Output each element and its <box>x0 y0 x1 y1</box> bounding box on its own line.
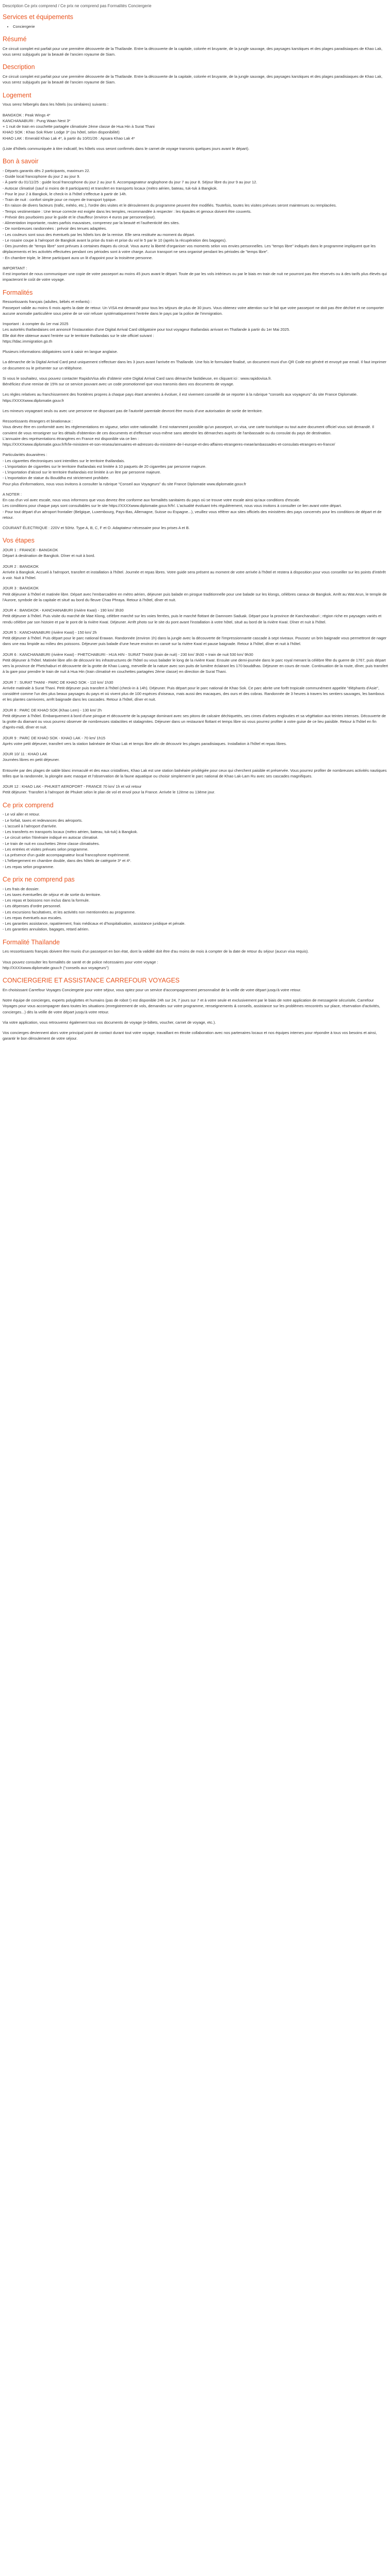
bonasavoir-line: - Les couleurs sont sous des éventuels par les hôtels lors de la remise. Elle sera restituée au moment du départ. <box>3 232 196 237</box>
necomprend-body <box>3 886 388 933</box>
bonasavoir-line: Il est important de nous communiquer une copie de votre passeport au moins 45 jours avant le départ. Toute de par les vols intérieurs ou par le biais en train de nuit ne pourront pas être réservés ou à des tarifs plus élevés qui impacteront le coût de votre voyage. <box>3 272 387 282</box>
logement-line: KHAO LAK : Emerald Khao Lak 4*, à partir du 10/01/26 : Apsara Khao Lak 4* <box>3 135 135 141</box>
breadcrumb: Description Ce prix comprend / Ce prix ne comprend pas Formalités Conciergerie <box>3 4 152 8</box>
spacer <box>3 371 388 376</box>
formalites-line: Les règles relatives au franchissement des frontières propres à chaque pays étant amenées à évoluer, il est vivement conseillé de se reporter à la rubrique "conseils aux voyageurs" du site France Diplomatie. <box>3 392 358 397</box>
formalites-line: Particularités douanières : <box>3 452 47 457</box>
logement-line: BANGKOK : Peak Wings 4* <box>3 112 51 117</box>
formalite-line: http://XXXXwww.diplomatie.gouv.fr ("conseils aux voyageurs") <box>3 965 109 970</box>
logement-line: KANCHANABURI : Pung Waan Nest 3* <box>3 118 71 123</box>
formalites-line: - L'importation de cigarettes sur le territoire thaïlandais est limitée à 10 paquets de 20 cigarettes par personne majeure. <box>3 464 206 469</box>
spacer <box>3 603 388 607</box>
resume-title: Résumé <box>3 36 27 43</box>
spacer <box>3 108 388 112</box>
logement-title: Logement <box>3 91 31 99</box>
spacer <box>3 703 388 707</box>
formalites-line: https://XXXXwww.diplomatie.gouv.fr/fr/le-ministere-et-son-reseau/annuaires-et-adresses-du-ministere-de-l-europe-et-des-affaires-etrangeres-meae/ambassades-et-consulats-etrangers-en-france/ <box>3 442 335 447</box>
logement-line: KHAO SOK : Khao Sok River Lodge 3* (ou hôtel, selon disponibilité) <box>3 130 120 135</box>
spacer <box>3 763 388 768</box>
description-title: Description <box>3 63 35 71</box>
comprend-line: - L'accueil à l'aéroport d'arrivée. <box>3 823 57 828</box>
spacer <box>3 559 388 564</box>
etapes-line: JOUR 9 : PARC DE KHAO SOK - KHAO LAK - 70 km/ 1h15 <box>3 735 106 740</box>
formalite-line: Vous pouvez consulter les formalités de santé et de police nécessaires pour votre voyage : <box>3 959 158 964</box>
etapes-line: JOUR 5 : KANCHANABURI (rivière Kwaï) - 150 km/ 2h <box>3 630 97 635</box>
etapes-line: Arrivée matinale à Surat Thani. Petit déjeuner puis transfert à l'hôtel (check-in à 14h). Déjeuner. Puis départ pour le parc national de Khao Sok. Ce parc abrite une forêt tropicale communément appelée "éléphants d'Asie", considéré comme l'un des plus beaux paysages du pays et où vivent plus de 100 espèces d'oiseaux, mais aussi des macaques, des ours et des cobras. Randonnée de 3 heures à travers les sentiers sauvages, les bambous et les plantes carnivores, arrêt baignade dans les cascades. Retour à l'hôtel, dîner et nuit. <box>3 685 384 702</box>
etapes-line: Petit déjeuner à l'hôtel. Puis départ pour le parc national Erawan. Randonnée (environ 1h) dans la jungle avec la découverte de l'impressionnante cascade à sept niveaux. Poussez un brin baignade vous permettront de nager dans une eau limpide au milieu des poissons. Déjeuner puis balade d'une heure environ en canoë sur la rivière Kwaï et pause baignade. Retour à l'hôtel, dîner et nuit à l'hôtel. <box>3 636 387 647</box>
formalites-line: Si vous le souhaitez, vous pouvez contacter RapidoVisa afin d'obtenir votre Digital Arrival Card sans démarche fastidieuse, en cliquant ici : www.rapidovisa.fr. <box>3 376 272 381</box>
spacer <box>3 354 388 359</box>
etapes-line: JOUR 2 : BANGKOK <box>3 564 39 569</box>
necomprend-line: - Les frais de dossier. <box>3 886 40 891</box>
formalites-title: Formalités <box>3 289 33 296</box>
formalite-body <box>3 948 388 971</box>
etapes-line: Entourée par des plages de sable blanc immaculé et des eaux cristallines, Khao Lak est une station balnéaire privilégiée pour ceux qui cherchent paisible et préservée. Vous pourrez profiter de nombreuses activités nautiques telles que la randonnée, la plongée avec masque et l'observation de la faune aquatique ou choisir simplement le parc national de Khao Lak-Lam Ru avec ses cascades magnifiques. <box>3 768 387 778</box>
spacer <box>3 403 388 408</box>
comprend-title: Ce prix comprend <box>3 801 54 809</box>
formalites-line: - Pour tout départ d'un aéroport frontalier (Belgique, Luxembourg, Pays-Bas, Allemagne, Suisse ou Espagne...), veuillez vous référer aux sites officiels des ministères des pays concernés pour les conditions de départ et de retour. <box>3 509 382 520</box>
conciergerie-line: En choisissant Carrefour Voyages Conciergerie pour votre séjour, vous optez pour un service d'accompagnement personnalisé de la veille de votre départ jusqu'à votre retour. <box>3 987 302 992</box>
spacer <box>3 316 388 321</box>
spacer <box>3 955 388 959</box>
logement-body <box>3 101 388 151</box>
etapes-line: Petit déjeuner à l'hôtel et matinée libre. Départ avec l'embarcadère en métro aérien, déjeuner puis balade en pirogue traditionnelle pour une balade sur les klongs, célèbres canaux de Bangkok. Arrêt au Wat Arun, le temple de l'Aurore, symbole de la capitale et situé au bord du fleuve Chao Phraya. Retour à l'hôtel, dîner et nuit. <box>3 591 387 602</box>
formalites-line: A NOTER : <box>3 492 22 497</box>
formalites-line: L'annuaire des représentations étrangères en France est disponible via ce lien : <box>3 436 139 441</box>
services-list <box>3 24 388 29</box>
bonasavoir-line: - En chambre triple, le 3ème participant aura un lit d'appoint pour la troisième personne. <box>3 255 153 260</box>
spacer <box>3 487 388 492</box>
comprend-line: - L'hébergement en chambre double, dans des hôtels de catégorie 3* et 4*. <box>3 858 132 863</box>
spacer <box>3 414 388 418</box>
bonasavoir-line: - En raison de divers facteurs (trafic, météo, etc.), l'ordre des visites et le déroulement du programme peuvent être modifiés. Toutefois, toutes les visites prévues seront maintenues ou remplacées. <box>3 203 337 208</box>
spacer <box>3 1015 388 1020</box>
formalites-line: - Les cigarettes électroniques sont interdites sur le territoire thaïlandais. <box>3 458 125 463</box>
necomprend-line: - Les garanties annulation, bagages, retard aérien. <box>3 927 90 932</box>
spacer <box>3 520 388 525</box>
page <box>0 0 391 1052</box>
formalites-line: La démarche de la Digital Arrival Card peut uniquement s'effectuer dans les 3 jours avant l'arrivée en Thaïlande. Une fois le formulaire finalisé, un document muni d'un QR Code est généré et envoyé par email. Il faut imprimer ce document ou le présenter sur un téléphone. <box>3 360 386 370</box>
bonasavoir-line: - Temps vestimentaire : Une tenue correcte est exigée dans les temples, recommandée à respecter : les épaules et genoux doivent être couverts. <box>3 209 252 214</box>
necomprend-line: - Les dépenses d'ordre personnel. <box>3 904 61 909</box>
formalites-line: En cas d'un vol avec escale, nous vous informons que vous devrez être conforme aux formalités sanitaires du pays où se trouve votre escale ainsi qu'aux conditions d'escale. <box>3 498 301 502</box>
conciergerie-body <box>3 987 388 1042</box>
spacer <box>3 141 388 146</box>
comprend-line: - Les transferts en transports locaux (métro aérien, bateau, tuk-tuk) à Bangkok. <box>3 829 138 834</box>
etapes-line: Petit déjeuner à l'hôtel. Embarquement à bord d'une pirogue et découverte de la paysage dominant avec ses pitons de calcaire déchiquetés, ses cimes d'arbres englouties et sa végétation aux teintes intenses. Découverte de la grotte du diamant ou vous pourrez observer de nombreuses stalactites et stalagmites. Déjeuner dans un restaurant flottant et temps libre où vous pourrez profiter à votre guise de ce lieu paisible. Retour à l'hôtel en fin d'après-midi, dîner et nuit. <box>3 713 386 730</box>
spacer <box>3 625 388 630</box>
spacer <box>3 447 388 452</box>
comprend-line: - Le circuit selon l'itinéraire indiqué en autocar climatisé. <box>3 835 99 840</box>
comprend-body <box>3 811 388 870</box>
formalites-line: Les conditions pour chaque pays sont consultables sur le site https://XXXXwww.diplomatie.gouv.fr/fr/. L'actualité évoluant très régulièrement, nous vous invitons à consulter ce lien avant votre départ. <box>3 503 342 509</box>
bonasavoir-line: - Départs garantis dès 2 participants, maximum 22. <box>3 168 90 173</box>
comprend-line: - Les entrées et visites prévues selon programme. <box>3 846 89 852</box>
spacer <box>3 993 388 997</box>
formalite-title: Formalité Thaïlande <box>3 938 60 946</box>
formalites-line: Ressortissants français (adultes, bébés et enfants) : <box>3 299 92 304</box>
spacer <box>3 1025 388 1030</box>
spacer <box>3 731 388 735</box>
conciergerie-line: Notre équipe de concierges, experts polyglottes et humains (pas de robot !) est disponible 24h sur 24, 7 jours sur 7 et à votre seule et exclusivement par le biais de notre application de messagerie sécurisée, Carrefour Voyages pour vous accompagner dans toutes les situations (enregistrement de vols, demandes sur votre programme, renseignements & conseils, assistance sur les problèmes rencontrés sur place, réservation d'activités, concierges...) dès la veille de votre départ jusqu'à votre retour. <box>3 998 380 1014</box>
formalites-line: Vous devez être en conformité avec les réglementations en vigueur, selon votre nationalité. Il est notamment possible qu'un passeport, un visa, une carte touristique ou tout autre document officiel vous soit demandé. Il convient de vous renseigner sur les détails d'obtention de ces documents et d'effectuer vous-même sans attendre les démarches auprès de l'ambassade ou du consulat du pays de destination. <box>3 425 374 435</box>
etapes-line: Arrivée à Bangkok. Accueil à l'aéroport, transfert et installation à l'hôtel. Journée et repas libres. Votre guide sera présent au moment de votre arrivée à l'hôtel et restera à disposition pour vous conseiller sur les points d'intérêt à voir. Nuit à l'hôtel. <box>3 569 386 580</box>
etapes-line: Journées libres en petit déjeuner. <box>3 757 60 762</box>
comprend-line: - Le forfait, taxes et redevances des aéroports. <box>3 818 83 823</box>
bonasavoir-line: - À partir du 01/11/25 : guide local francophone du jour 2 au jour 6. Accompagnateur anglophone du jour 7 au jour 8. Séjour libre du jour 9 au jour 12. <box>3 180 257 185</box>
spacer <box>3 344 388 349</box>
comprend-line: - Le train de nuit en couchettes 2ème classe climatisées. <box>3 841 100 846</box>
etapes-title: Vos étapes <box>3 537 35 545</box>
logement-line: Vous serez hébergés dans les hôtels (ou similaires) suivants : <box>3 102 109 107</box>
comprend-line: - Les repas selon programme. <box>3 864 55 869</box>
spacer <box>3 647 388 652</box>
spacer <box>3 747 388 751</box>
etapes-line: JOUR 8 : PARC DE KHAO SOK (Khao Lem) - 130 km/ 2h <box>3 707 102 713</box>
bonasavoir-line: - De nombreuses randonnées : prévoir des tenues adaptées. <box>3 226 107 231</box>
bonasavoir-body <box>3 168 388 283</box>
etapes-line: JOUR 4 : BANGKOK - KANCHANABURI (rivière Kwaï) - 190 km/ 3h30 <box>3 608 124 613</box>
etapes-line: Après votre petit déjeuner, transfert vers la station balnéaire de Khao Lak et temps libre afin de découvrir les plages paradisiaques. Installation à l'hôtel et repas libres. <box>3 741 287 746</box>
necomprend-line: - Les repas éventuels aux escales. <box>3 915 62 920</box>
etapes-line: Petit déjeuner. Transfert à l'aéroport de Phuket selon le plan de vol et envol pour la France. Arrivée le 12ème ou 13ème jour. <box>3 790 216 795</box>
formalites-line: Passeport valide au moins 6 mois après la date de retour. Un VISA est demandé pour tous les séjours de plus de 30 jours. Vous obtenez votre attention sur le fait que votre passeport ne doit pas être déchiré et ne comporter aucune anomalie particulière sous peine de se voir refuser systématiquement l'entrée dans le pays par la police de l'immigration. <box>3 305 384 316</box>
etapes-line: JOUR 1 : FRANCE - BANGKOK <box>3 548 58 552</box>
conciergerie-line: Via votre application, vous retrouverez également tous vos documents de voyage (e-billets, voucher, carnet de voyage, etc.). <box>3 1020 216 1025</box>
bonasavoir-line: - Alimentation importante, routes parfois mauvaises, comprenez par la beauté et l'authenticité des sites. <box>3 221 180 225</box>
description-text: Ce circuit complet est parfait pour une première découverte de la Thaïlande. Entre la découverte de la capitale, colorée et bruyante, de la jungle sauvage, des paysages karstiques et des plages paradisiaques de Khao Lak, vous serez subjugués par la beauté de l'ancien royaume de Siam. <box>3 74 383 85</box>
comprend-line: - La présence d'un guide accompagnateur local francophone expérimenté. <box>3 853 131 857</box>
conciergerie-title: CONCIERGERIE ET ASSISTANCE CARREFOUR VOYAGES <box>3 977 180 984</box>
necomprend-title: Ce prix ne comprend pas <box>3 875 75 883</box>
formalites-line: Elle doit être obtenue avant l'entrée sur le territoire thaïlandais sur le site officiel suivant : <box>3 333 154 338</box>
bonasavoir-line: - Le rosaire coupe à l'aéroport de Bangkok avant la prise du train et prise du vol le 5 par le 10 (après la récupération des bagages). <box>3 238 227 243</box>
formalites-line: COURANT ÉLECTRIQUE : 220V et 50Hz. Type A, B, C, F et O. Adaptateur nécessaire pour les prises A et B. <box>3 526 190 530</box>
spacer <box>3 261 388 265</box>
formalites-line: Ressortissants étrangers et binationaux : <box>3 419 73 423</box>
logement-line: + 1 nuit de train en couchette partagée climatisée 2ème classe de Hua Hin à Surat Thani <box>3 124 155 129</box>
formalites-line: https://tdac.immigration.go.th <box>3 338 53 344</box>
formalites-line: - L'importation d'alcool sur le territoire thaïlandais est limitée à un litre par personne majeure. <box>3 470 161 474</box>
services-title: Services et équipements <box>3 13 73 21</box>
formalites-line: Plusieurs informations obligatoires sont à saisir en langue anglaise. <box>3 349 118 354</box>
resume-text: Ce circuit complet est parfait pour une première découverte de la Thaïlande. Entre la découverte de la capitale, colorée et bruyante, de la jungle sauvage, des paysages karstiques et des plages paradisiaques de Khao Lak, vous serez subjugués par la beauté de l'ancien royaume de Siam. <box>3 46 383 57</box>
bonasavoir-line: - Train de nuit : confort simple pour ce moyen de transport typique. <box>3 197 117 202</box>
formalites-line: Bénéficiez d'une remise de 15% sur ce service pouvant avec un code promotionnel que vous transmis dans vos documents de voyage. <box>3 382 234 386</box>
services-item: • Conciergerie <box>13 24 388 29</box>
necomprend-line: - Les garanties assistance, rapatriement, frais médicaux et d'hospitalisation, assistance juridique et pénale. <box>3 921 186 926</box>
conciergerie-line: Vos concierges deviennent alors votre principal point de contact durant tout votre voyage, travaillant en étroite collaboration avec nos partenaires locaux et nos équipes internes pour répondre à tous vos besoins et ainsi, garantir le bon déroulement de votre séjour. <box>3 1030 377 1041</box>
formalites-line: Pour plus d'informations, nous vous invitons à consulter la rubrique "Conseil aux Voyageurs" du site France Diplomatie www.diplomatie.gouv.fr <box>3 481 247 486</box>
etapes-line: Départ à destination de Bangkok. Dîner et nuit à bord. <box>3 553 95 558</box>
bonasavoir-title: Bon à savoir <box>3 158 39 165</box>
etapes-line: Petit déjeuner à l'hôtel. Puis visite du marché de Mae Klong, célèbre marché sur les voies ferrées, puis le marché flottant de Damnoen Saduak. Départ pour la province de Kanchanaburi ; région riche en paysages variés et rendu célèbre par son histoire et par le pont de la rivière Kwaï. Déjeuner. Arrêt photo sur le site du pont avant l'installation à votre hôtel, situé au bord de la rivière Kwaï. Dîner et nuit à l'hôtel. <box>3 614 382 624</box>
etapes-line: JOUR 6 : KANCHANABURI (rivière Kwaï) - PHETCHABURI - HUA HIN - SURAT THANI (train de nuit) - 230 km/ 3h30 + train de nuit 530 km/ 9h30 <box>3 652 253 657</box>
bonasavoir-line: - Autocar climatisé (sauf si moins de 8 participants) et transfert en transports locaux (métro aérien, bateau, tuk-tuk à Bangkok. <box>3 185 218 191</box>
bonasavoir-line: - Des journées de "temps libre" sont prévues à certaines étapes du circuit. Vous aurez la liberté d'organiser vos moments selon vos envies personnelles. Les "temps libre" indiqués dans le programme impliquent que les déplacements et les activités effectuées pendant ces périodes sont à votre charge. Aucun transport ne sera organisé pendant les périodes de "temps libre". <box>3 244 376 255</box>
formalites-line: Les autorités thaïlandaises ont annoncé l'instauration d'une Digital Arrival Card obligatoire pour tout voyageur thaïlandais arrivant en Thaïlande à partir du 1er Mai 2025. <box>3 327 290 332</box>
formalites-line: Les mineurs voyageant seuls ou avec une personne ne disposant pas de l'autorité parentale devront être munis d'une autorisation de sortie de territoire. <box>3 408 263 413</box>
spacer <box>3 581 388 585</box>
etapes-line: JOUR 3 : BANGKOK <box>3 586 39 591</box>
necomprend-line: - Les excursions facultatives, et les activités non mentionnées au programme. <box>3 909 136 914</box>
comprend-line: - Le vol aller et retour. <box>3 812 40 817</box>
bonasavoir-line: IMPORTANT : <box>3 265 27 270</box>
spacer <box>3 779 388 784</box>
bonasavoir-line: - Prévoir des pourboires pour le guide et le chauffeur (environ 4 euros par personne/jour). <box>3 214 156 219</box>
bonasavoir-line: - Pour le jour 2 à Bangkok, le check-in à l'hôtel s'effectue à partir de 14h. <box>3 191 127 196</box>
etapes-line: Petit déjeuner à l'hôtel. Matinée libre afin de découvrir les infrastructures de l'hôtel ou vous balader le long de la rivière Kwaï. Ensuite une demi-journée dans le parc royal menant la célèbre fête du guerre de 1767, puis départ vers la province de Phetchaburi et découverte de la grotte de Khao Luang, merveille de la nature avec son puits de lumière éclairant les 170 bouddhas. Déjeuner en cours de route. Continuation de la route, dîner, puis transfert à la gare pour prendre le train de nuit à Hua Hin (train climatisé en couchettes partagées 2ème classe) en direction de Surat Thani. <box>3 657 388 674</box>
necomprend-line: - Les taxes éventuelles de séjour et de sortie du territoire. <box>3 892 101 897</box>
bonasavoir-line: - Guide local francophone du jour 2 au jour 9. <box>3 174 80 179</box>
formalite-line: Les ressortissants français doivent être munis d'un passeport en bon état, dont la validité doit être d'au moins de mois à compter de la date de retour du séjour (aucun visa requis). <box>3 949 309 954</box>
etapes-body <box>3 547 388 795</box>
formalites-line: Important : à compter du 1er mai 2025 <box>3 321 69 326</box>
logement-line: (Liste d'hôtels communiquée à titre indicatif, les hôtels vous seront confirmés dans le carnet de voyage transmis quelques jours avant le départ). <box>3 146 250 151</box>
spacer <box>3 387 388 392</box>
etapes-line: JOUR 10/ 11 : KHAO LAK <box>3 752 47 756</box>
spacer <box>3 675 388 680</box>
etapes-line: JOUR 12 : KHAO LAK - PHUKET AEROPORT - FRANCE 70 km/ 1h et vol retour <box>3 784 142 789</box>
formalites-body <box>3 299 388 531</box>
etapes-line: JOUR 7 : SURAT THANI - PARC DE KHAO SOK - 110 km/ 1h30 <box>3 680 113 685</box>
formalites-line: https://XXXXwww.diplomatie.gouv.fr <box>3 398 64 403</box>
necomprend-line: - Les repas et boissons non inclus dans la formule. <box>3 898 90 903</box>
formalites-line: - L'exportation de statue du Bouddha est strictement prohibée. <box>3 476 109 481</box>
